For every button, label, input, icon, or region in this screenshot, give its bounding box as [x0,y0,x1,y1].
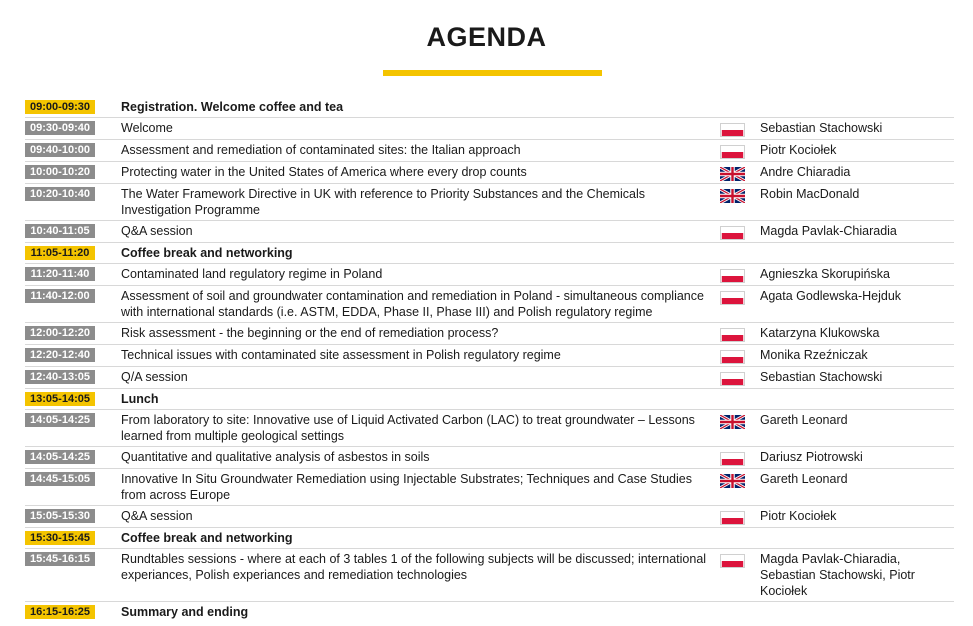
agenda-row [25,447,954,469]
time-slot: 14:05-14:25 [25,413,95,427]
speaker-name: Monika Rzeźniczak [760,348,868,362]
agenda-row [25,469,954,506]
flag-cell [720,325,760,342]
flag-cell [720,164,760,181]
flag-cell [720,266,760,283]
agenda-row [25,506,954,528]
poland-flag-icon [720,291,745,305]
time-slot: 12:20-12:40 [25,348,95,362]
agenda-row [25,243,954,264]
speaker-name: Agata Godlewska-Hejduk [760,289,902,303]
session-topic: Welcome [121,121,173,135]
flag-cell [720,288,760,305]
flag-cell [720,223,760,240]
flag-cell [720,245,760,248]
time-slot: 09:40-10:00 [25,143,95,157]
flag-cell [720,551,760,568]
time-slot: 14:05-14:25 [25,450,95,464]
flag-cell [720,369,760,386]
poland-flag-icon [720,226,745,240]
time-slot: 10:20-10:40 [25,187,95,201]
time-slot: 13:05-14:05 [25,392,95,406]
session-topic: Registration. Welcome coffee and tea [121,100,344,114]
speaker-name: Gareth Leonard [760,472,848,486]
session-topic: Risk assessment - the beginning or the end of remediation process? [121,326,499,340]
time-slot: 09:30-09:40 [25,121,95,135]
poland-flag-icon [720,269,745,283]
time-slot: 10:40-11:05 [25,224,95,238]
session-topic: Protecting water in the United States of America where every drop counts [121,165,527,179]
agenda-list [25,97,954,622]
session-topic: Q&A session [121,509,193,523]
agenda-row [25,528,954,549]
agenda-row [25,549,954,602]
session-topic: Coffee break and networking [121,531,293,545]
session-topic: Assessment of soil and groundwater contamination and remediation in Poland - simultaneous compliance with international standards (i.e. ASTM, EDDA, Phase II, Phase III) and Polish regulatory regime [121,289,704,319]
speaker-name: Katarzyna Klukowska [760,326,880,340]
session-topic: The Water Framework Directive in UK with reference to Priority Substances and the Chemicals Investigation Programme [121,187,646,217]
agenda-row [25,286,954,323]
poland-flag-icon [720,372,745,386]
session-topic: Summary and ending [121,605,249,619]
session-topic: From laboratory to site: Innovative use of Liquid Activated Carbon (LAC) to treat groundwater – Lessons learned from multiple geological settings [121,413,695,443]
agenda-row [25,221,954,243]
session-topic: Q&A session [121,224,193,238]
flag-cell [720,449,760,466]
time-slot: 15:30-15:45 [25,531,95,545]
uk-flag-icon [720,415,745,429]
time-slot: 12:00-12:20 [25,326,95,340]
agenda-row [25,410,954,447]
speaker-name: Sebastian Stachowski [760,121,883,135]
speaker-name: Piotr Kociołek [760,509,837,523]
title-underline [383,70,602,76]
flag-cell [720,391,760,394]
agenda-row [25,184,954,221]
speaker-name: Gareth Leonard [760,413,848,427]
time-slot: 09:00-09:30 [25,100,95,114]
speaker-name: Piotr Kociołek [760,143,837,157]
time-slot: 11:05-11:20 [25,246,95,260]
session-topic: Quantitative and qualitative analysis of asbestos in soils [121,450,430,464]
agenda-row [25,118,954,140]
agenda-row [25,97,954,118]
flag-cell [720,530,760,533]
flag-cell [720,120,760,137]
flag-cell [720,471,760,488]
session-topic: Assessment and remediation of contaminated sites: the Italian approach [121,143,521,157]
flag-cell [720,142,760,159]
flag-cell [720,508,760,525]
agenda-row [25,162,954,184]
time-slot: 11:40-12:00 [25,289,95,303]
agenda-row [25,140,954,162]
session-topic: Q/A session [121,370,188,384]
agenda-row [25,367,954,389]
time-slot: 15:05-15:30 [25,509,95,523]
time-slot: 12:40-13:05 [25,370,95,384]
time-slot: 15:45-16:15 [25,552,95,566]
session-topic: Rundtables sessions - where at each of 3 tables 1 of the following subjects will be discussed; international experiances, Polish experiances and remediation technologies [121,552,707,582]
time-slot: 16:15-16:25 [25,605,95,619]
speaker-name: Sebastian Stachowski [760,370,883,384]
speaker-name: Magda Pavlak-Chiaradia [760,224,897,238]
uk-flag-icon [720,189,745,203]
session-topic: Lunch [121,392,159,406]
flag-cell [720,604,760,607]
poland-flag-icon [720,350,745,364]
session-topic: Innovative In Situ Groundwater Remediation using Injectable Substrates; Techniques and Case Studies from across Europe [121,472,692,502]
time-slot: 10:00-10:20 [25,165,95,179]
speaker-name: Agnieszka Skorupińska [760,267,890,281]
poland-flag-icon [720,511,745,525]
flag-cell [720,186,760,203]
speaker-name: Andre Chiaradia [760,165,851,179]
agenda-row [25,602,954,622]
time-slot: 11:20-11:40 [25,267,95,281]
page-title: AGENDA [426,22,547,52]
poland-flag-icon [720,145,745,159]
speaker-name: Dariusz Piotrowski [760,450,863,464]
poland-flag-icon [720,328,745,342]
agenda-row [25,323,954,345]
agenda-row [25,264,954,286]
session-topic: Coffee break and networking [121,246,293,260]
session-topic: Technical issues with contaminated site assessment in Polish regulatory regime [121,348,561,362]
agenda-row [25,345,954,367]
session-topic: Contaminated land regulatory regime in Poland [121,267,383,281]
uk-flag-icon [720,474,745,488]
poland-flag-icon [720,554,745,568]
flag-cell [720,412,760,429]
flag-cell [720,347,760,364]
speaker-name: Robin MacDonald [760,187,860,201]
poland-flag-icon [720,452,745,466]
time-slot: 14:45-15:05 [25,472,95,486]
uk-flag-icon [720,167,745,181]
agenda-row [25,389,954,410]
speaker-name: Magda Pavlak-Chiaradia, Sebastian Stachowski, Piotr Kociołek [760,552,915,598]
poland-flag-icon [720,123,745,137]
flag-cell [720,99,760,102]
